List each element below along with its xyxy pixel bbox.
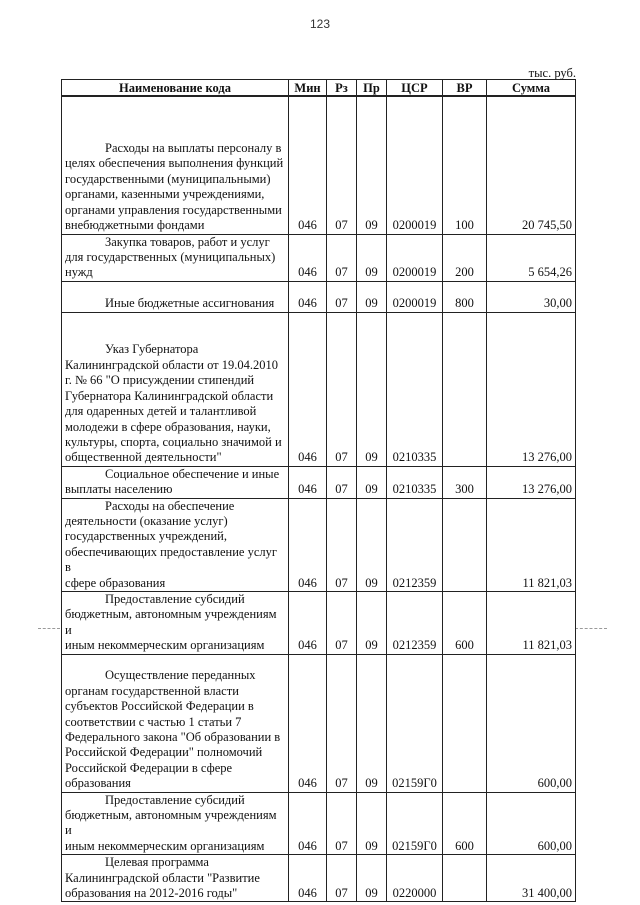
row-sum: 11 821,03 [487, 498, 576, 591]
row-name-line: деятельности (оказание услуг) [65, 513, 228, 528]
row-csr: 0212359 [387, 591, 443, 654]
row-pr: 09 [357, 855, 387, 902]
row-rz: 07 [327, 855, 357, 902]
row-name [62, 312, 289, 466]
row-min: 046 [289, 855, 327, 902]
table-row [62, 281, 576, 312]
header-rz: Рз [327, 80, 357, 97]
row-name [62, 466, 289, 498]
row-vr [443, 498, 487, 591]
table-row [62, 312, 576, 466]
row-name [62, 591, 289, 654]
row-pr: 09 [357, 234, 387, 281]
row-csr: 0212359 [387, 498, 443, 591]
row-name-line: образования на 2012-2016 годы" [65, 886, 238, 901]
row-name-line: Указ Губернатора [105, 342, 199, 357]
row-vr: 800 [443, 281, 487, 312]
row-csr: 02159Г0 [387, 792, 443, 855]
row-sum: 5 654,26 [487, 234, 576, 281]
table-row [62, 591, 576, 654]
row-name-line: Предоставление субсидий [105, 591, 245, 606]
header-name: Наименование кода [62, 80, 289, 97]
row-rz: 07 [327, 312, 357, 466]
row-name-line: Закупка товаров, работ и услуг [105, 234, 270, 249]
row-name-line: нужд [65, 265, 93, 280]
row-name [62, 234, 289, 281]
row-name-line: органами, казенными учреждениями, [65, 187, 265, 202]
row-name-line: молодежи в сфере образования, науки, [65, 419, 271, 434]
row-sum: 600,00 [487, 792, 576, 855]
row-name-line: государственных учреждений, [65, 529, 227, 544]
row-pr: 09 [357, 654, 387, 792]
row-pr: 09 [357, 96, 387, 234]
row-name-line: Предоставление субсидий [105, 792, 245, 807]
row-csr: 0210335 [387, 312, 443, 466]
row-name [62, 96, 289, 234]
units-label: тыс. руб. [528, 66, 576, 80]
header-sum: Сумма [487, 80, 576, 97]
row-vr [443, 312, 487, 466]
row-pr: 09 [357, 466, 387, 498]
row-vr: 600 [443, 591, 487, 654]
table-row [62, 96, 576, 234]
row-csr: 02159Г0 [387, 654, 443, 792]
row-name-line: Калининградской области от 19.04.2010 [65, 357, 278, 372]
row-name-line: субъектов Российской Федерации в [65, 699, 254, 714]
row-csr: 0210335 [387, 466, 443, 498]
header-csr: ЦСР [387, 80, 443, 97]
row-name-line: органам государственной власти [65, 683, 239, 698]
row-csr: 0200019 [387, 234, 443, 281]
budget-table [61, 79, 576, 902]
row-vr: 600 [443, 792, 487, 855]
row-name-line: иным некоммерческим организациям [65, 838, 265, 853]
row-name-line: Социальное обеспечение и иные [105, 466, 280, 481]
row-pr: 09 [357, 498, 387, 591]
row-name-line: выплаты населению [65, 482, 173, 497]
row-pr: 09 [357, 312, 387, 466]
row-vr: 300 [443, 466, 487, 498]
row-name-line: соответствии с частью 1 статьи 7 [65, 714, 242, 729]
row-min: 046 [289, 498, 327, 591]
scan-artifact-dashes-left [38, 628, 60, 629]
row-name-line: Осуществление переданных [105, 668, 256, 683]
row-name-line: Российской Федерации в сфере [65, 760, 233, 775]
header-vr: ВР [443, 80, 487, 97]
row-name-line: бюджетным, автономным учреждениям и [65, 808, 277, 838]
row-rz: 07 [327, 498, 357, 591]
table-row [62, 654, 576, 792]
row-name-line: Целевая программа [105, 855, 209, 870]
scan-artifact-dashes-right [575, 628, 607, 629]
row-name-line: Расходы на обеспечение [105, 498, 235, 513]
row-name-line: бюджетным, автономным учреждениям и [65, 607, 277, 637]
table-row [62, 466, 576, 498]
row-min: 046 [289, 281, 327, 312]
header-min: Мин [289, 80, 327, 97]
row-name-line: культуры, спорта, социально значимой и [65, 434, 282, 449]
row-csr: 0220000 [387, 855, 443, 902]
row-csr: 0200019 [387, 281, 443, 312]
row-pr: 09 [357, 792, 387, 855]
row-name-line: органами управления государственными [65, 202, 282, 217]
row-pr: 09 [357, 281, 387, 312]
header-pr: Пр [357, 80, 387, 97]
row-pr: 09 [357, 591, 387, 654]
row-min: 046 [289, 466, 327, 498]
row-sum: 11 821,03 [487, 591, 576, 654]
page-number: 123 [309, 17, 331, 31]
row-name-line: Расходы на выплаты персоналу в [105, 141, 282, 156]
row-name-line: целях обеспечения выполнения функций [65, 156, 284, 171]
row-rz: 07 [327, 281, 357, 312]
row-rz: 07 [327, 792, 357, 855]
row-name [62, 654, 289, 792]
row-sum: 600,00 [487, 654, 576, 792]
table-row [62, 234, 576, 281]
row-name-line: образования [65, 776, 131, 791]
row-min: 046 [289, 591, 327, 654]
row-vr [443, 654, 487, 792]
row-name-line: внебюджетными фондами [65, 218, 205, 233]
row-name-line: Федерального закона "Об образовании в [65, 729, 281, 744]
row-sum: 13 276,00 [487, 466, 576, 498]
row-sum: 31 400,00 [487, 855, 576, 902]
row-rz: 07 [327, 654, 357, 792]
row-name [62, 498, 289, 591]
row-name-line: для государственных (муниципальных) [65, 249, 276, 264]
row-min: 046 [289, 654, 327, 792]
table-row [62, 498, 576, 591]
row-name-line: государственными (муниципальными) [65, 171, 271, 186]
row-sum: 20 745,50 [487, 96, 576, 234]
row-name-line: иным некоммерческим организациям [65, 638, 265, 653]
row-vr: 100 [443, 96, 487, 234]
row-name-line: Иные бюджетные ассигнования [105, 296, 275, 311]
row-name-line: г. № 66 "О присуждении стипендий [65, 373, 255, 388]
row-min: 046 [289, 234, 327, 281]
row-name-line: Губернатора Калининградской области [65, 388, 274, 403]
row-name-line: для одаренных детей и талантливой [65, 404, 257, 419]
row-min: 046 [289, 96, 327, 234]
row-vr [443, 855, 487, 902]
table-header-row [62, 80, 576, 97]
row-rz: 07 [327, 96, 357, 234]
row-vr: 200 [443, 234, 487, 281]
row-rz: 07 [327, 234, 357, 281]
row-sum: 13 276,00 [487, 312, 576, 466]
row-name [62, 281, 289, 312]
row-min: 046 [289, 312, 327, 466]
table-row [62, 792, 576, 855]
row-name [62, 855, 289, 902]
table-row [62, 855, 576, 902]
row-rz: 07 [327, 466, 357, 498]
row-sum: 30,00 [487, 281, 576, 312]
row-name-line: сфере образования [65, 575, 166, 590]
row-min: 046 [289, 792, 327, 855]
row-name-line: Калининградской области "Развитие [65, 870, 260, 885]
row-name-line: Российской Федерации" полномочий [65, 745, 263, 760]
row-rz: 07 [327, 591, 357, 654]
row-csr: 0200019 [387, 96, 443, 234]
row-name-line: обеспечивающих предоставление услуг в [65, 544, 278, 575]
row-name-line: общественной деятельности" [65, 450, 222, 465]
row-name [62, 792, 289, 855]
